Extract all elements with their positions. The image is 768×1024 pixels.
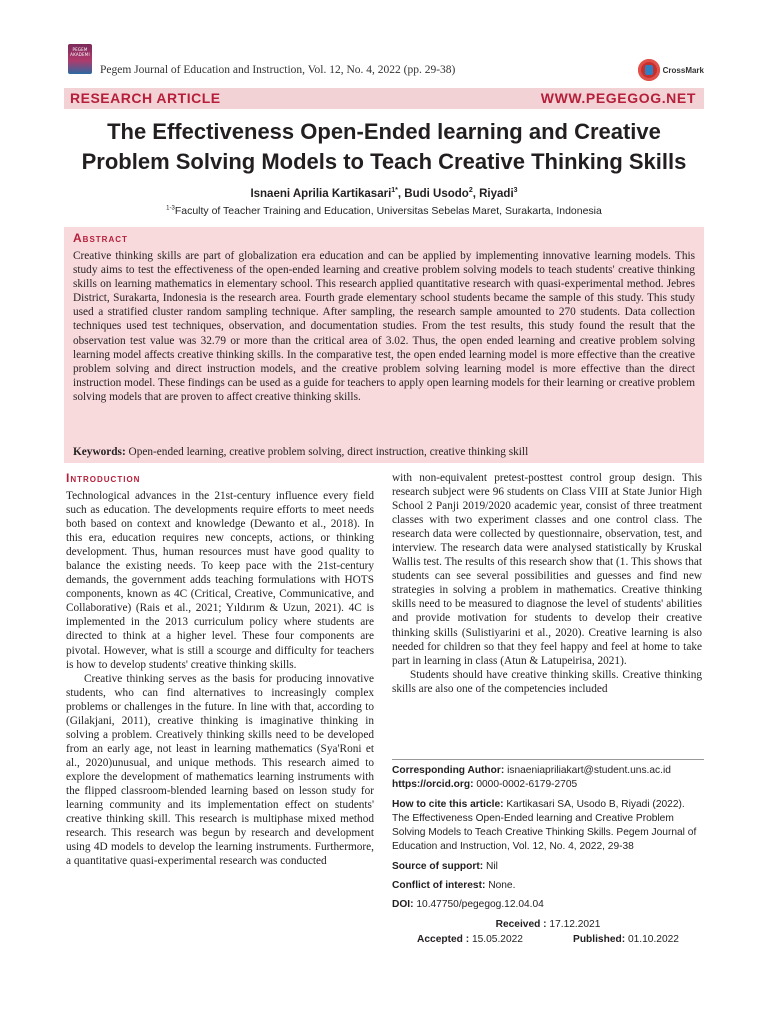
author-name: Budi Usodo <box>404 187 469 200</box>
publisher-logo <box>68 44 92 74</box>
author-name: Isnaeni Aprilia Kartikasari <box>250 187 392 200</box>
support-label: Source of support: <box>392 860 484 872</box>
author-name: Riyadi <box>479 187 514 200</box>
intro-paragraph-3: with non-equivalent pretest-posttest control group design. This research subject were 96 students on Class VIII at State Junior High School 2 Panji 2019/2020 academic year, consist of three treatment classes with two experiment classes and one control class. The research data were collected by questionnaire, observation, test, and interview. The research data were analysed statistically by Kruskal Wallis test. The results of this research show that (1. This shows that students can see several possibilities and guesses and find new strategies in solving a problem in mathematics. Creative thinking skills need to be measured to diagnose the level of students' abilities and provide motivation for students to develop their creative thinking skills (Sulistiyarini et al., 2020). Creative learning is also needed for children so that they feel happy and feel at home to take part in learning in class (Atun & Latupeirisa, 2021). <box>392 472 702 667</box>
accepted-published-row <box>392 933 704 947</box>
keywords-label: Keywords: <box>73 446 126 458</box>
keywords-value: Open-ended learning, creative problem solving, direct instruction, creative thinking skill <box>128 446 529 458</box>
article-metadata <box>392 764 704 947</box>
right-column <box>392 471 702 696</box>
received-row <box>392 918 704 932</box>
orcid-value[interactable]: 0000-0002-6179-2705 <box>476 779 578 791</box>
abstract-box <box>64 227 704 463</box>
left-column <box>66 471 374 868</box>
article-type: RESEARCH ARTICLE <box>70 90 221 106</box>
orcid-label: https://orcid.org: <box>392 779 474 791</box>
author-list: Isnaeni Aprilia Kartikasari$^{1*}$, Budi Usodo$^2$, Riyadi$^3$ <box>250 187 518 200</box>
author-sup: 2 <box>468 187 473 194</box>
intro-paragraph-1: Technological advances in the 21st-century influence every field such as education. The developments require efforts to meet needs both based on context and knowledge (Dewanto et al., 2018). In this era, education requires new concepts, actions, or thinking development. Thus, human resources must have good quality to balance the existing needs. To keep pace with the 21st-century demands, the government adds teaching formulations with HOTS components, known as 4C (Critical, Creative, Communicative, and Collaborative) (Rais et al., 2021; Yıldırım & Uzun, 2021). 4C is implemented in the 2013 curriculum policy where students are directed to think at a higher level. These four components are pivotal. However, what is still a scourge and difficulty for teachers is how to develop students' creative thinking skills. <box>66 490 374 671</box>
support-row <box>392 860 704 874</box>
doi-value[interactable]: 10.47750/pegegog.12.04.04 <box>416 899 544 911</box>
citation-value: Kartikasari SA, Usodo B, Riyadi (2022). The Effectiveness Open-Ended learning and Creative Problem Solving Models to Teach Creative Thinking Skills. Pegem Journal of Education and Instruction, Vol. 12, No. 4, 2022, 29-38 <box>392 798 697 853</box>
conflict-label: Conflict of interest: <box>392 880 486 892</box>
abstract-heading: Abstract <box>73 231 128 245</box>
intro-paragraph-4: Students should have creative thinking skills. Creative thinking skills are also one of the competencies included <box>392 668 702 695</box>
accepted-group <box>417 933 523 947</box>
accepted-label: Accepted : <box>417 933 470 945</box>
keywords-line <box>73 445 695 459</box>
doi-label: DOI: <box>392 899 414 911</box>
citation-label: How to cite this article: <box>392 798 504 810</box>
affiliation-sup: 1-3 <box>166 205 175 212</box>
published-group <box>573 933 679 947</box>
support-value: Nil <box>485 860 498 872</box>
affiliation <box>64 205 704 217</box>
intro-paragraph-2: Creative thinking serves as the basis for producing innovative students, who can find alternatives to increasingly complex problems or challenges in the future. In line with that, according to (Gilakjani, 2011), creative thinking is imaginative thinking in solving a problem. Creatively thinking skills need to be developed from an early age, not least in learning mathematics (Sya'Roni et al., 2020)unusual, and unique methods. This research aimed to explore the development of mathematics learning instruments with the flipped classroom-blended learning based on lesson study for learning community and its implementation effect on students' creative thinking skill. This research is multiphase mixed method research. This research was begun by research and development using 4D models to develop the learning instruments. Furthermore, a quantitative quasi-experimental research was conducted <box>66 672 374 868</box>
paper-title: The Effectiveness Open-Ended learning and Creative Problem Solving Models to Teach Creative Thinking Skills <box>81 119 687 174</box>
crossmark-label: CrossMark <box>662 65 704 75</box>
article-type-band <box>64 88 704 109</box>
conflict-value: None. <box>488 880 516 892</box>
published-value: 01.10.2022 <box>627 933 679 945</box>
author-sup: 3 <box>513 187 518 194</box>
metadata-divider <box>392 759 704 760</box>
author-sup: 1* <box>391 187 398 194</box>
corresponding-email[interactable]: isnaeniapriliakart@student.uns.ac.id <box>507 765 671 776</box>
doi-row <box>392 898 704 912</box>
header-bar <box>68 44 704 90</box>
journal-citation: Pegem Journal of Education and Instruction, Vol. 12, No. 4, 2022 (pp. 29-38) <box>100 64 456 76</box>
conflict-row <box>392 879 704 893</box>
accepted-value: 15.05.2022 <box>471 933 523 945</box>
abstract-text: Creative thinking skills are part of globalization era education and can be applied by implementing innovative learning models. This study aims to test the effectiveness of the open-ended learning and creative problem solving models to teach students' creative thinking skills on learning mathematics in elementary school. This research applied quantitative research with quasi-experimental method. Jebres District, Surakarta, Indonesia is the research area. Fourth grade elementary school students became the sample of this study. This study used a stratified cluster random sampling technique. After sampling, the research sample amounted to 270 students. Data collection techniques used test techniques, observation, and documentation studies. From the test results, this study found the result that the observation test value was 32.79 or more than the critical area of 3.02. Thus, the open ended learning and creative problem solving learning model affects creative thinking skills. In the comparative test, the open ended learning model is more effective than the creative problem solving and direct instruction models, and the creative problem solving learning model is more effective than the direct instruction model. These findings can be used as a guide for teachers to apply open learning models for their learning or creative problem solving models that are proven to affect creative thinking skills. <box>73 250 695 403</box>
received-value: 17.12.2021 <box>549 918 601 930</box>
crossmark-icon <box>638 59 660 81</box>
publisher-logo-text: PEGEM AKADEMI <box>70 47 90 57</box>
affiliation-text: Faculty of Teacher Training and Education, Universitas Sebelas Maret, Surakarta, Indonesia <box>174 205 602 217</box>
corresponding-author <box>392 764 704 778</box>
citation-row <box>392 798 704 855</box>
corresponding-label: Corresponding Author: <box>392 765 505 776</box>
crossmark-badge[interactable] <box>638 58 704 82</box>
introduction-heading: Introduction <box>66 471 141 485</box>
published-label: Published: <box>573 933 626 945</box>
received-label: Received : <box>495 918 547 930</box>
journal-website[interactable]: WWW.PEGEGOG.NET <box>540 90 696 106</box>
orcid-row <box>392 778 704 792</box>
